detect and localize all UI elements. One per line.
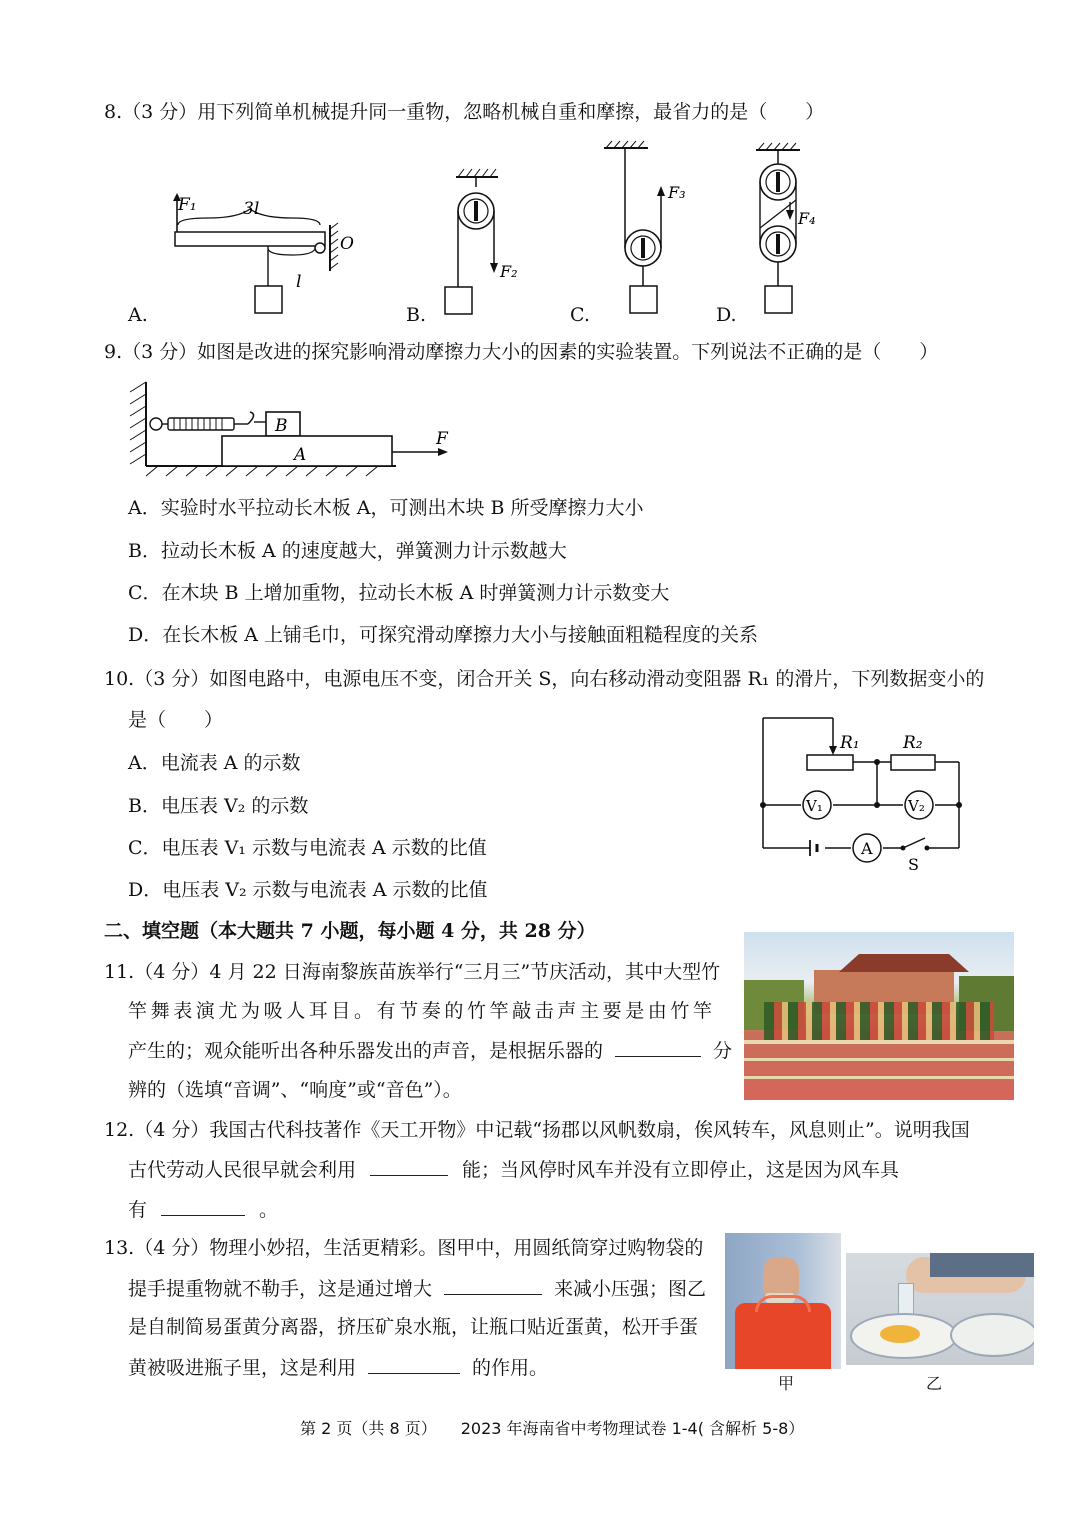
q8-option-a: A. xyxy=(128,304,148,326)
q12-line3 xyxy=(128,1197,278,1222)
q8-label-o: O xyxy=(340,234,354,254)
q9-option-a: A．实验时水平拉动长木板 A，可测出木块 B 所受摩擦力大小 xyxy=(128,497,644,519)
q11-line2: 竿舞表演尤为吸人耳目。有节奏的竹竿敲击声主要是由竹竿 xyxy=(128,1000,716,1022)
q11-line3 xyxy=(128,1038,732,1063)
section-2-heading: 二、填空题（本大题共 7 小题，每小题 4 分，共 28 分） xyxy=(104,920,596,942)
q13-caption-jia: 甲 xyxy=(778,1374,795,1393)
q9-option-d: D．在长木板 A 上铺毛巾，可探究滑动摩擦力大小与接触面粗糙程度的关系 xyxy=(128,624,759,646)
q8-label-f4: F₄ xyxy=(798,209,816,228)
q10-option-b: B．电压表 V₂ 的示数 xyxy=(128,795,309,817)
q12-line3-text: 有 xyxy=(128,1199,148,1221)
q10-label-s: S xyxy=(908,855,919,874)
q13-line4-text: 黄被吸进瓶子里，这是利用 xyxy=(128,1357,357,1379)
q12-blank-2[interactable] xyxy=(161,1197,245,1216)
q8-option-b: B. xyxy=(406,304,427,326)
q10-label-r1: R₁ xyxy=(840,733,860,753)
q8-option-d: D. xyxy=(716,304,737,326)
q12-line3-tail: 。 xyxy=(259,1199,279,1221)
q8-figure-a-lever xyxy=(160,185,370,315)
q9-option-b: B．拉动长木板 A 的速度越大，弹簧测力计示数越大 xyxy=(128,540,567,562)
q10-stem-line2: 是（ ） xyxy=(128,709,224,731)
q10-option-c: C．电压表 V₁ 示数与电流表 A 示数的比值 xyxy=(128,837,487,859)
q10-label-a: A xyxy=(861,839,873,858)
q11-line3-tail: 分 xyxy=(713,1040,733,1062)
q10-label-r2: R₂ xyxy=(903,733,923,753)
q11-line1: 11.（4 分）4 月 22 日海南黎族苗族举行“三月三”节庆活动，其中大型竹 xyxy=(104,961,721,983)
q12-blank-1[interactable] xyxy=(370,1157,448,1176)
q11-line4: 辨的（选填“音调”、“响度”或“音色”）。 xyxy=(128,1079,462,1101)
q8-label-3l: 3l xyxy=(243,199,260,219)
q10-stem-line1: 10.（3 分）如图电路中，电源电压不变，闭合开关 S，向右移动滑动变阻器 R₁ 的滑片，下列数据变小的 xyxy=(104,668,985,690)
q13-line3: 是自制简易蛋黄分离器，挤压矿泉水瓶，让瓶口贴近蛋黄，松开手蛋 xyxy=(128,1316,699,1338)
q13-line2 xyxy=(128,1276,706,1301)
q12-line2-tail: 能；当风停时风车并没有立即停止，这是因为风车具 xyxy=(462,1159,900,1181)
q9-label-f: F xyxy=(436,429,448,449)
q8-label-f3: F₃ xyxy=(668,183,686,202)
q9-label-a: A xyxy=(294,445,307,465)
q8-figure-c-movable-pulley xyxy=(598,138,698,318)
q10-circuit-diagram xyxy=(755,710,970,875)
q11-photo-bamboo-dance xyxy=(744,932,1014,1100)
q8-figure-d-pulley-block xyxy=(750,140,840,318)
q13-line4-tail: 的作用。 xyxy=(472,1357,549,1379)
q10-option-a: A．电流表 A 的示数 xyxy=(128,752,301,774)
q8-label-l: l xyxy=(296,272,302,292)
q10-option-d: D．电压表 V₂ 示数与电流表 A 示数的比值 xyxy=(128,879,488,901)
q13-blank-1[interactable] xyxy=(444,1276,542,1295)
q8-option-c: C. xyxy=(570,304,590,326)
q13-line4 xyxy=(128,1355,548,1380)
q13-photo-jia-shopping-bag xyxy=(725,1233,841,1369)
q9-stem: 9.（3 分）如图是改进的探究影响滑动摩擦力大小的因素的实验装置。下列说法不正确的是（ ） xyxy=(104,341,939,363)
q12-line2 xyxy=(128,1157,899,1182)
q9-option-c: C．在木块 B 上增加重物，拉动长木板 A 时弹簧测力计示数变大 xyxy=(128,582,670,604)
q13-blank-2[interactable] xyxy=(368,1355,460,1374)
q13-line2-tail: 来减小压强；图乙 xyxy=(554,1278,707,1300)
q13-photo-yi-egg-separator xyxy=(846,1253,1034,1365)
q11-blank-2[interactable] xyxy=(615,1038,701,1057)
q11-line3-text: 产生的；观众能听出各种乐器发出的声音，是根据乐器的 xyxy=(128,1040,604,1062)
q9-label-b: B xyxy=(275,416,288,436)
q13-caption-yi: 乙 xyxy=(926,1374,943,1393)
q12-line2-text: 古代劳动人民很早就会利用 xyxy=(128,1159,357,1181)
q13-line2-text: 提手提重物就不勒手，这是通过增大 xyxy=(128,1278,433,1300)
q8-figure-b-fixed-pulley xyxy=(440,165,530,315)
q10-label-v2: V₂ xyxy=(908,797,925,815)
page-footer: 第 2 页（共 8 页） 2023 年海南省中考物理试卷 1-4( 含解析 5-8） xyxy=(300,1419,805,1438)
q8-label-f2: F₂ xyxy=(500,262,518,281)
q12-line1: 12.（4 分）我国古代科技著作《天工开物》中记载“扬郡以风帆数扇，俟风转车，风息则止”。说明我国 xyxy=(104,1119,970,1141)
q13-line1: 13.（4 分）物理小妙招，生活更精彩。图甲中，用圆纸筒穿过购物袋的 xyxy=(104,1237,704,1259)
q8-label-f1: F₁ xyxy=(178,195,197,215)
q8-stem: 8.（3 分）用下列简单机械提升同一重物，忽略机械自重和摩擦，最省力的是（ ） xyxy=(104,101,825,123)
q10-label-v1: V₁ xyxy=(806,797,823,815)
q9-figure-friction-apparatus xyxy=(126,378,466,478)
